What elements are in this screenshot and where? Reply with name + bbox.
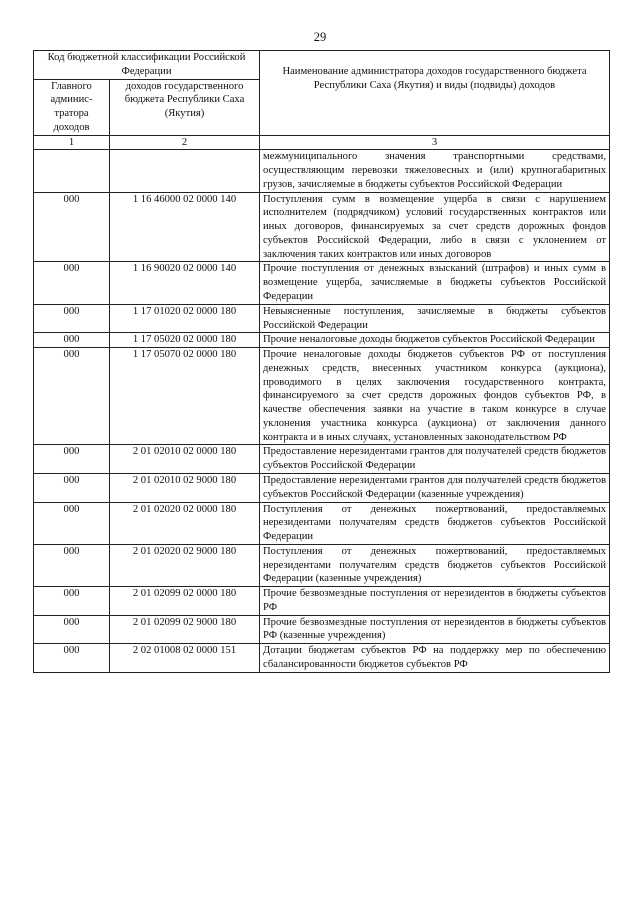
admin-code-cell: 000 bbox=[34, 262, 110, 304]
income-code-cell: 2 01 02010 02 9000 180 bbox=[110, 473, 260, 502]
page-number: 29 bbox=[313, 30, 327, 44]
income-name-cell: Дотации бюджетам субъектов РФ на поддержку мер по обеспечению сбалансированности бюджетов субъектов РФ bbox=[260, 644, 610, 673]
income-name-cell: Прочие поступления от денежных взысканий (штрафов) и иных сумм в возмещение ущерба, зачисляемые в бюджеты субъектов Российской Федерации bbox=[260, 262, 610, 304]
admin-code-cell: 000 bbox=[34, 587, 110, 616]
income-name-cell: Поступления сумм в возмещение ущерба в связи с нарушением исполнителем (подрядчиком) условий государственных контрактов или иных договоров, финансируемых за счет средств дорожных фондов субъектов Российской Федерации, либо в связи с уклонением от заключения таких контрактов или иных договоров bbox=[260, 192, 610, 262]
admin-code-cell: 000 bbox=[34, 502, 110, 544]
income-code-cell: 2 01 02020 02 9000 180 bbox=[110, 544, 260, 586]
admin-code-cell bbox=[34, 150, 110, 192]
income-name-cell: межмуниципального значения транспортными средствами, осуществляющим перевозки тяжеловесных и (или) крупногабаритных грузов, зачисляемые в бюджеты субъектов Российской Федерации bbox=[260, 150, 610, 192]
income-code-cell: 2 02 01008 02 0000 151 bbox=[110, 644, 260, 673]
table-row bbox=[34, 150, 610, 192]
admin-code-cell: 000 bbox=[34, 192, 110, 262]
table-row bbox=[34, 304, 610, 333]
admin-code-cell: 000 bbox=[34, 333, 110, 348]
income-name-cell: Поступления от денежных пожертвований, предоставляемых нерезидентами получателям средств бюджетов субъектов Российской Федерации (казенные учреждения) bbox=[260, 544, 610, 586]
admin-code-cell: 000 bbox=[34, 348, 110, 445]
income-code-cell bbox=[110, 150, 260, 192]
income-code-cell: 1 16 46000 02 0000 140 bbox=[110, 192, 260, 262]
table-row bbox=[34, 192, 610, 262]
table-row bbox=[34, 502, 610, 544]
column-numbers-row bbox=[34, 135, 610, 150]
admin-code-cell: 000 bbox=[34, 304, 110, 333]
admin-code-cell: 000 bbox=[34, 445, 110, 474]
table-row bbox=[34, 348, 610, 445]
column-number: 2 bbox=[110, 135, 260, 150]
table-row bbox=[34, 644, 610, 673]
table-row bbox=[34, 544, 610, 586]
income-name-cell: Прочие неналоговые доходы бюджетов субъектов Российской Федерации bbox=[260, 333, 610, 348]
table-row bbox=[34, 473, 610, 502]
income-code-cell: 1 17 01020 02 0000 180 bbox=[110, 304, 260, 333]
admin-code-cell: 000 bbox=[34, 644, 110, 673]
admin-code-cell: 000 bbox=[34, 544, 110, 586]
header-col2: доходов государственного бюджета Республики Саха (Якутия) bbox=[110, 79, 260, 135]
income-code-cell: 2 01 02099 02 9000 180 bbox=[110, 615, 260, 644]
income-name-cell: Поступления от денежных пожертвований, предоставляемых нерезидентами получателям средств бюджетов субъектов Российской Федерации bbox=[260, 502, 610, 544]
income-code-cell: 1 17 05020 02 0000 180 bbox=[110, 333, 260, 348]
header-col1: Главного админис-тратора доходов bbox=[34, 79, 110, 135]
table-row bbox=[34, 615, 610, 644]
income-name-cell: Предоставление нерезидентами грантов для получателей средств бюджетов субъектов Российской Федерации (казенные учреждения) bbox=[260, 473, 610, 502]
income-code-cell: 1 17 05070 02 0000 180 bbox=[110, 348, 260, 445]
income-code-cell: 2 01 02099 02 0000 180 bbox=[110, 587, 260, 616]
admin-code-cell: 000 bbox=[34, 615, 110, 644]
income-name-cell: Предоставление нерезидентами грантов для получателей средств бюджетов субъектов Российской Федерации bbox=[260, 445, 610, 474]
header-col3: Наименование администратора доходов государственного бюджета Республики Саха (Якутия) и виды (подвиды) доходов bbox=[260, 51, 610, 136]
income-code-cell: 1 16 90020 02 0000 140 bbox=[110, 262, 260, 304]
table-row bbox=[34, 587, 610, 616]
income-name-cell: Прочие безвозмездные поступления от нерезидентов в бюджеты субъектов РФ bbox=[260, 587, 610, 616]
income-name-cell: Прочие безвозмездные поступления от нерезидентов в бюджеты субъектов РФ (казенные учреждения) bbox=[260, 615, 610, 644]
income-code-cell: 2 01 02010 02 0000 180 bbox=[110, 445, 260, 474]
column-number: 1 bbox=[34, 135, 110, 150]
income-name-cell: Прочие неналоговые доходы бюджетов субъектов РФ от поступления денежных средств, внесенных участником конкурса (аукциона), проводимого в целях заключения государственного контракта, финансируемого за счет средств дорожных фондов субъектов РФ, в качестве обеспечения заявки на участие в таком конкурсе в случае уклонения участника конкурса (аукциона) от заключения данного контракта и в иных случаях, установленных законодательством РФ bbox=[260, 348, 610, 445]
header-group-title: Код бюджетной классификации Российской Федерации bbox=[34, 51, 260, 80]
table-row bbox=[34, 262, 610, 304]
column-number: 3 bbox=[260, 135, 610, 150]
table-row bbox=[34, 445, 610, 474]
budget-classification-table bbox=[33, 50, 610, 673]
income-code-cell: 2 01 02020 02 0000 180 bbox=[110, 502, 260, 544]
table-header-group-row bbox=[34, 51, 610, 80]
admin-code-cell: 000 bbox=[34, 473, 110, 502]
income-name-cell: Невыясненные поступления, зачисляемые в бюджеты субъектов Российской Федерации bbox=[260, 304, 610, 333]
table-row bbox=[34, 333, 610, 348]
